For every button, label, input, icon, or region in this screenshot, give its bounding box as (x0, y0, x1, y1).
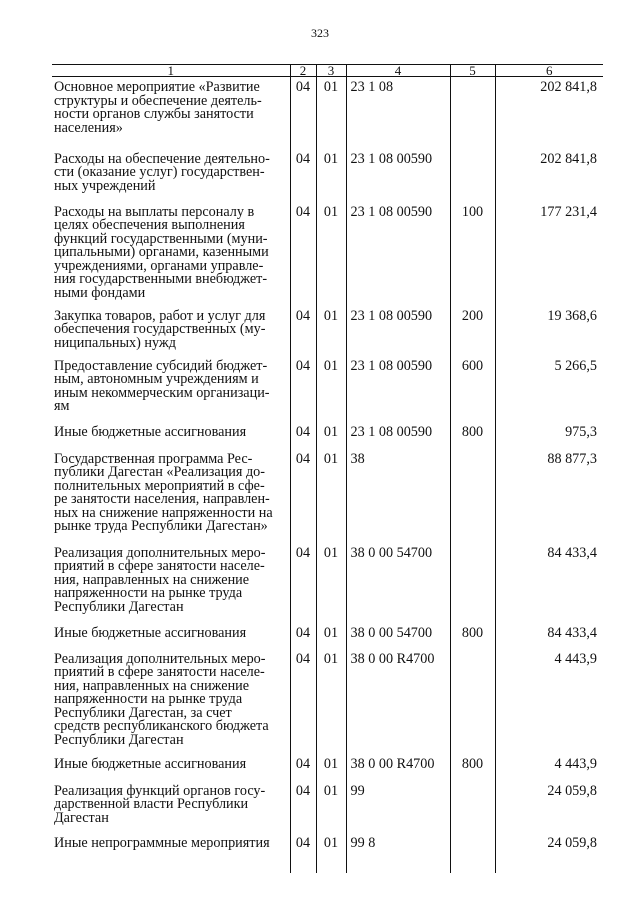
subsection-code: 01 (316, 449, 346, 543)
item-name: Расходы на обеспечение деятельно- сти (оказание услуг) государствен- ных учреждений (54, 150, 270, 194)
table-row (52, 833, 603, 873)
column-header-3: 3 (316, 65, 346, 77)
subsection-code: 01 (316, 543, 346, 623)
section-code: 04 (290, 543, 316, 623)
expense-type-code: 200 (450, 306, 495, 356)
section-code: 04 (290, 623, 316, 649)
subsection-code: 01 (316, 781, 346, 833)
target-item-code: 38 0 00 R4700 (346, 649, 450, 754)
target-item-code: 38 0 00 R4700 (346, 754, 450, 781)
header-row (52, 65, 603, 77)
expense-type-code (450, 833, 495, 873)
amount: 84 433,4 (495, 623, 603, 649)
section-code: 04 (290, 833, 316, 873)
expense-type-code (450, 149, 495, 202)
target-item-code: 23 1 08 00590 (346, 422, 450, 449)
target-item-code: 99 8 (346, 833, 450, 873)
section-code: 04 (290, 202, 316, 306)
item-name: Иные бюджетные ассигнования (54, 423, 247, 440)
column-header-6: 6 (495, 65, 603, 77)
expense-type-code: 600 (450, 356, 495, 422)
item-name: Закупка товаров, работ и услуг для обеспечения государственных (му- ниципальных) нужд (54, 307, 266, 351)
section-code: 04 (290, 754, 316, 781)
amount: 24 059,8 (495, 781, 603, 833)
section-code: 04 (290, 306, 316, 356)
table-row (52, 754, 603, 781)
section-code: 04 (290, 649, 316, 754)
table-row (52, 543, 603, 623)
section-code: 04 (290, 149, 316, 202)
table-header (52, 65, 603, 77)
item-name: Реализация функций органов госу- дарственной власти Республики Дагестан (54, 782, 266, 826)
expense-type-code (450, 649, 495, 754)
amount: 177 231,4 (495, 202, 603, 306)
expense-type-code: 800 (450, 422, 495, 449)
expense-type-code (450, 543, 495, 623)
subsection-code: 01 (316, 149, 346, 202)
target-item-code: 38 0 00 54700 (346, 623, 450, 649)
expense-type-code: 800 (450, 623, 495, 649)
item-name: Государственная программа Рес- публики Дагестан «Реализация до- полнительных мероприятий в сфе- ре занятости населения, направлен- ных на снижение напряженности на рынке труда Республики Дагестан» (54, 450, 273, 535)
subsection-code: 01 (316, 833, 346, 873)
amount: 202 841,8 (495, 149, 603, 202)
amount: 4 443,9 (495, 649, 603, 754)
amount: 975,3 (495, 422, 603, 449)
subsection-code: 01 (316, 649, 346, 754)
column-header-2: 2 (290, 65, 316, 77)
item-name: Предоставление субсидий бюджет- ным, автономным учреждениям и иным некоммерческим организаци- ям (54, 357, 270, 415)
section-code: 04 (290, 77, 316, 149)
target-item-code: 23 1 08 (346, 77, 450, 149)
target-item-code: 38 0 00 54700 (346, 543, 450, 623)
amount: 5 266,5 (495, 356, 603, 422)
section-code: 04 (290, 449, 316, 543)
expense-type-code (450, 781, 495, 833)
item-name: Иные бюджетные ассигнования (54, 624, 247, 641)
target-item-code: 23 1 08 00590 (346, 149, 450, 202)
amount: 24 059,8 (495, 833, 603, 873)
expense-type-code (450, 77, 495, 149)
item-name: Иные непрограммные мероприятия (54, 834, 270, 851)
table-row (52, 77, 603, 149)
expense-type-code: 800 (450, 754, 495, 781)
table-row (52, 356, 603, 422)
amount: 202 841,8 (495, 77, 603, 149)
page-number: 323 (311, 26, 329, 40)
budget-table (52, 64, 603, 873)
subsection-code: 01 (316, 306, 346, 356)
subsection-code: 01 (316, 623, 346, 649)
expense-type-code: 100 (450, 202, 495, 306)
table-row (52, 649, 603, 754)
amount: 4 443,9 (495, 754, 603, 781)
table-row (52, 422, 603, 449)
amount: 88 877,3 (495, 449, 603, 543)
item-name: Расходы на выплаты персоналу в целях обеспечения выполнения функций государственными (муни- ципальными) органами, казенными учреждениями, органами управле- ния государственными внебюджет- ными фондами (54, 203, 269, 302)
column-header-5: 5 (450, 65, 495, 77)
target-item-code: 38 (346, 449, 450, 543)
amount: 19 368,6 (495, 306, 603, 356)
column-header-1: 1 (52, 65, 290, 77)
expense-type-code (450, 449, 495, 543)
table-row (52, 149, 603, 202)
item-name: Реализация дополнительных меро- приятий в сфере занятости населе- ния, направленных на снижение напряженности на рынке труда Республики Дагестан, за счет средств республиканского бюджета Республики Дагестан (54, 650, 269, 749)
subsection-code: 01 (316, 356, 346, 422)
table-row (52, 202, 603, 306)
table-row (52, 623, 603, 649)
item-name: Иные бюджетные ассигнования (54, 755, 247, 772)
item-name: Реализация дополнительных меро- приятий в сфере занятости населе- ния, направленных на снижение напряженности на рынке труда Республики Дагестан (54, 544, 266, 615)
subsection-code: 01 (316, 754, 346, 781)
target-item-code: 23 1 08 00590 (346, 356, 450, 422)
subsection-code: 01 (316, 422, 346, 449)
section-code: 04 (290, 781, 316, 833)
target-item-code: 23 1 08 00590 (346, 202, 450, 306)
amount: 84 433,4 (495, 543, 603, 623)
target-item-code: 99 (346, 781, 450, 833)
table-body (52, 77, 603, 873)
section-code: 04 (290, 356, 316, 422)
subsection-code: 01 (316, 202, 346, 306)
item-name: Основное мероприятие «Развитие структуры и обеспечение деятель- ности органов службы занятости населения» (54, 79, 262, 136)
subsection-code: 01 (316, 77, 346, 149)
table-row (52, 449, 603, 543)
table-row (52, 306, 603, 356)
column-header-4: 4 (346, 65, 450, 77)
table-row (52, 781, 603, 833)
target-item-code: 23 1 08 00590 (346, 306, 450, 356)
section-code: 04 (290, 422, 316, 449)
